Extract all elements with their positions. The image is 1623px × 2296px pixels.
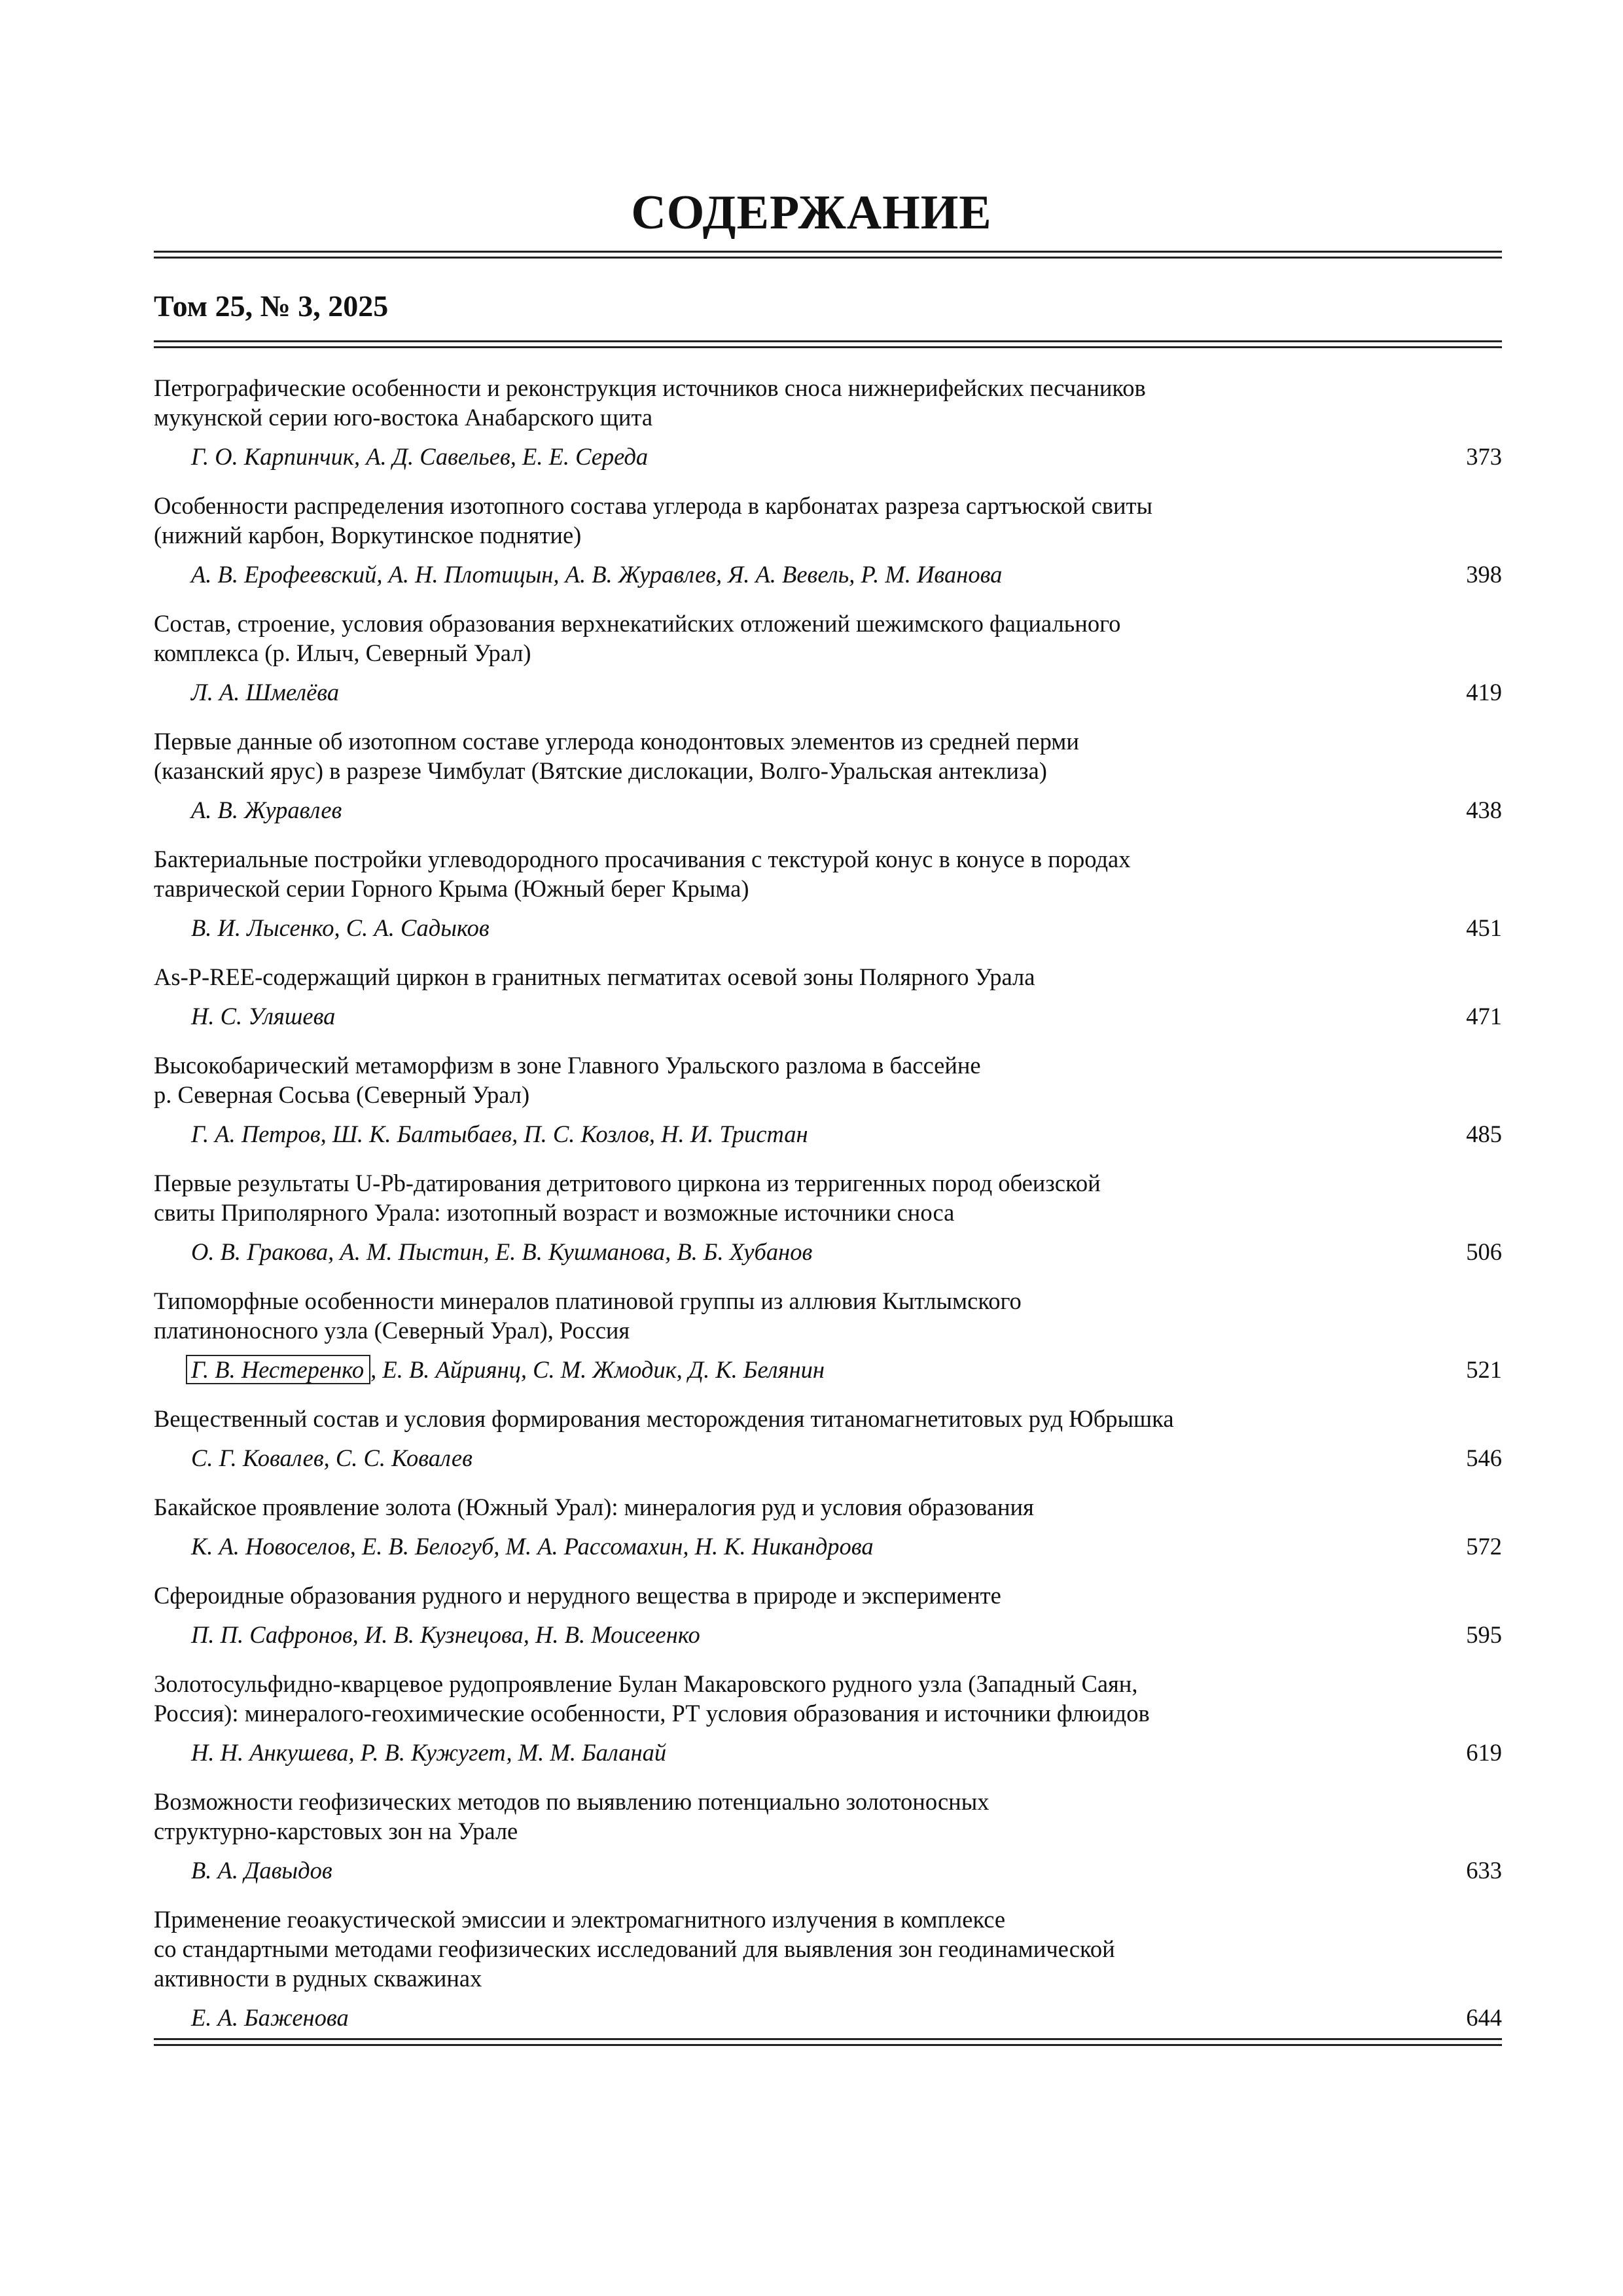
toc-entry — [154, 1905, 1502, 2037]
entry-authors-row — [154, 1350, 1502, 1390]
entry-authors-text: , Е. В. Айриянц, С. М. Жмодик, Д. К. Белянин — [370, 1356, 825, 1383]
entry-authors-text: С. Г. Ковалев, С. С. Ковалев — [191, 1444, 473, 1471]
entry-page-number: 506 — [1466, 1238, 1502, 1265]
entry-authors — [191, 1851, 332, 1890]
entry-authors — [191, 1232, 812, 1272]
entry-authors-text: Л. А. Шмелёва — [191, 679, 340, 706]
entry-authors-text: А. В. Ерофеевский, А. Н. Плотицын, А. В. Журавлев, Я. А. Вевель, Р. М. Иванова — [191, 561, 1003, 588]
entry-authors-row — [154, 908, 1502, 948]
entry-authors-row — [154, 1439, 1502, 1478]
entry-title-line: Применение геоакустической эмиссии и электромагнитного излучения в комплексе — [154, 1906, 1006, 1933]
deceased-author-box: Г. В. Нестеренко — [186, 1355, 370, 1384]
toc-entry — [154, 726, 1502, 830]
entry-title-line: Первые данные об изотопном составе углерода конодонтовых элементов из средней перми — [154, 728, 1079, 755]
entry-title-line: свиты Приполярного Урала: изотопный возраст и возможные источники сноса — [154, 1199, 955, 1226]
toc-entry — [154, 1286, 1502, 1390]
entry-page-number: 471 — [1466, 1003, 1502, 1030]
toc-entry — [154, 962, 1502, 1036]
entry-authors — [191, 1350, 825, 1390]
entry-page-number: 644 — [1466, 2004, 1502, 2031]
entry-title-line: Петрографические особенности и реконструкция источников сноса нижнерифейских песчаников — [154, 374, 1146, 401]
entry-page-number: 419 — [1466, 679, 1502, 706]
entry-authors — [191, 1615, 700, 1655]
entry-title-line: Бакайское проявление золота (Южный Урал): минералогия руд и условия образования — [154, 1494, 1034, 1520]
entry-authors-row — [154, 1998, 1502, 2037]
entry-page-number: 398 — [1466, 561, 1502, 588]
entry-title-line: Бактериальные постройки углеводородного просачивания с текстурой конус в конусе в породах — [154, 846, 1131, 872]
entry-authors-row — [154, 673, 1502, 712]
entry-authors — [191, 673, 339, 712]
entry-authors-row — [154, 1851, 1502, 1890]
entry-title-line: активности в рудных скважинах — [154, 1965, 482, 1992]
entry-authors — [191, 1998, 349, 2037]
issue-label: Том 25, № 3, 2025 — [154, 289, 389, 323]
entry-authors-text: П. П. Сафронов, И. В. Кузнецова, Н. В. Моисеенко — [191, 1621, 700, 1648]
entry-page-number: 373 — [1466, 443, 1502, 470]
entry-page-number: 633 — [1466, 1857, 1502, 1884]
toc-entry — [154, 1492, 1502, 1566]
entry-authors-text: В. И. Лысенко, С. А. Садыков — [191, 914, 490, 941]
page-title: СОДЕРЖАНИЕ — [631, 186, 992, 240]
entry-authors-row — [154, 791, 1502, 830]
toc-entry — [154, 1787, 1502, 1890]
entry-authors — [191, 555, 1002, 594]
entry-title-line: As-P-REE-содержащий циркон в гранитных пегматитах осевой зоны Полярного Урала — [154, 963, 1035, 990]
entry-authors — [191, 1733, 666, 1772]
toc-entry — [154, 373, 1502, 476]
entry-title-line: Состав, строение, условия образования верхнекатийских отложений шежимского фациального — [154, 610, 1121, 637]
entry-title-line: Типоморфные особенности минералов платиновой группы из аллювия Кытлымского — [154, 1287, 1022, 1314]
entry-authors-text: Г. А. Петров, Ш. К. Балтыбаев, П. С. Козлов, Н. И. Тристан — [191, 1121, 808, 1147]
entry-title-line: Высокобарический метаморфизм в зоне Главного Уральского разлома в бассейне — [154, 1052, 981, 1079]
entry-page-number: 451 — [1466, 914, 1502, 941]
entry-authors-row — [154, 1527, 1502, 1566]
entry-authors — [191, 1115, 808, 1154]
entry-authors-row — [154, 437, 1502, 476]
entry-authors — [191, 1527, 874, 1566]
entry-authors-text: О. В. Гракова, А. М. Пыстин, Е. В. Кушманова, В. Б. Хубанов — [191, 1238, 813, 1265]
toc-entry — [154, 1669, 1502, 1772]
entry-page-number: 595 — [1466, 1621, 1502, 1648]
entry-authors-text: Н. Н. Анкушева, Р. В. Кужугет, М. М. Баланай — [191, 1739, 667, 1766]
entry-title-line: (казанский ярус) в разрезе Чимбулат (Вятские дислокации, Волго-Уральская антеклиза) — [154, 757, 1047, 784]
entry-title-line: платиноносного узла (Северный Урал), Россия — [154, 1317, 630, 1344]
entry-title-line: р. Северная Сосьва (Северный Урал) — [154, 1081, 530, 1108]
entry-authors-row — [154, 555, 1502, 594]
entry-authors-text: К. А. Новоселов, Е. В. Белогуб, М. А. Рассомахин, Н. К. Никандрова — [191, 1533, 874, 1560]
entry-title-line: (нижний карбон, Воркутинское поднятие) — [154, 522, 582, 548]
entry-authors — [191, 908, 490, 948]
toc-entry — [154, 844, 1502, 948]
entry-page-number: 572 — [1466, 1533, 1502, 1560]
entry-authors-row — [154, 1115, 1502, 1154]
entry-title-line: Особенности распределения изотопного состава углерода в карбонатах разреза сартъюской свиты — [154, 492, 1153, 519]
entry-authors — [191, 1439, 473, 1478]
entry-authors — [191, 791, 342, 830]
entry-title-line: Сфероидные образования рудного и нерудного вещества в природе и эксперименте — [154, 1582, 1001, 1609]
entry-authors-text: Н. С. Уляшева — [191, 1003, 336, 1030]
entry-page-number: 438 — [1466, 797, 1502, 823]
entry-title-line: Возможности геофизических методов по выявлению потенциально золотоносных — [154, 1788, 990, 1815]
entry-title-line: Вещественный состав и условия формирования месторождения титаномагнетитовых руд Юбрышка — [154, 1405, 1174, 1432]
entry-authors — [191, 437, 648, 476]
entry-authors-text: А. В. Журавлев — [191, 797, 342, 823]
entry-title-line: со стандартными методами геофизических исследований для выявления зон геодинамической — [154, 1935, 1115, 1962]
toc-entry — [154, 1581, 1502, 1655]
toc-entry — [154, 491, 1502, 594]
entry-page-number: 521 — [1466, 1356, 1502, 1383]
entry-authors-row — [154, 1733, 1502, 1772]
entry-title-line: структурно-карстовых зон на Урале — [154, 1818, 518, 1844]
entry-authors — [191, 997, 335, 1036]
entry-authors-row — [154, 1232, 1502, 1272]
entry-page-number: 485 — [1466, 1121, 1502, 1147]
toc-entry — [154, 1404, 1502, 1478]
entry-title-line: комплекса (р. Илыч, Северный Урал) — [154, 639, 531, 666]
bottom-divider — [154, 2038, 1502, 2047]
toc-entry — [154, 1050, 1502, 1154]
entry-title-line: таврической серии Горного Крыма (Южный берег Крыма) — [154, 875, 749, 902]
entry-authors-row — [154, 997, 1502, 1036]
entry-title-line: мукунской серии юго-востока Анабарского щита — [154, 404, 653, 431]
entry-authors-text: Е. А. Баженова — [191, 2004, 349, 2031]
entry-title-line: Первые результаты U-Pb-датирования детритового циркона из терригенных пород обеизской — [154, 1170, 1101, 1196]
toc-entry — [154, 1168, 1502, 1272]
entry-page-number: 546 — [1466, 1444, 1502, 1471]
entry-authors-text: В. А. Давыдов — [191, 1857, 332, 1884]
entry-authors-text: Г. О. Карпинчик, А. Д. Савельев, Е. Е. Середа — [191, 443, 649, 470]
entry-title-line: Золотосульфидно-кварцевое рудопроявление Булан Макаровского рудного узла (Западный Саян, — [154, 1670, 1138, 1697]
entry-title-line: Россия): минералого-геохимические особенности, РТ условия образования и источники флюидов — [154, 1700, 1150, 1727]
entry-authors-row — [154, 1615, 1502, 1655]
toc-entry — [154, 609, 1502, 712]
entry-page-number: 619 — [1466, 1739, 1502, 1766]
